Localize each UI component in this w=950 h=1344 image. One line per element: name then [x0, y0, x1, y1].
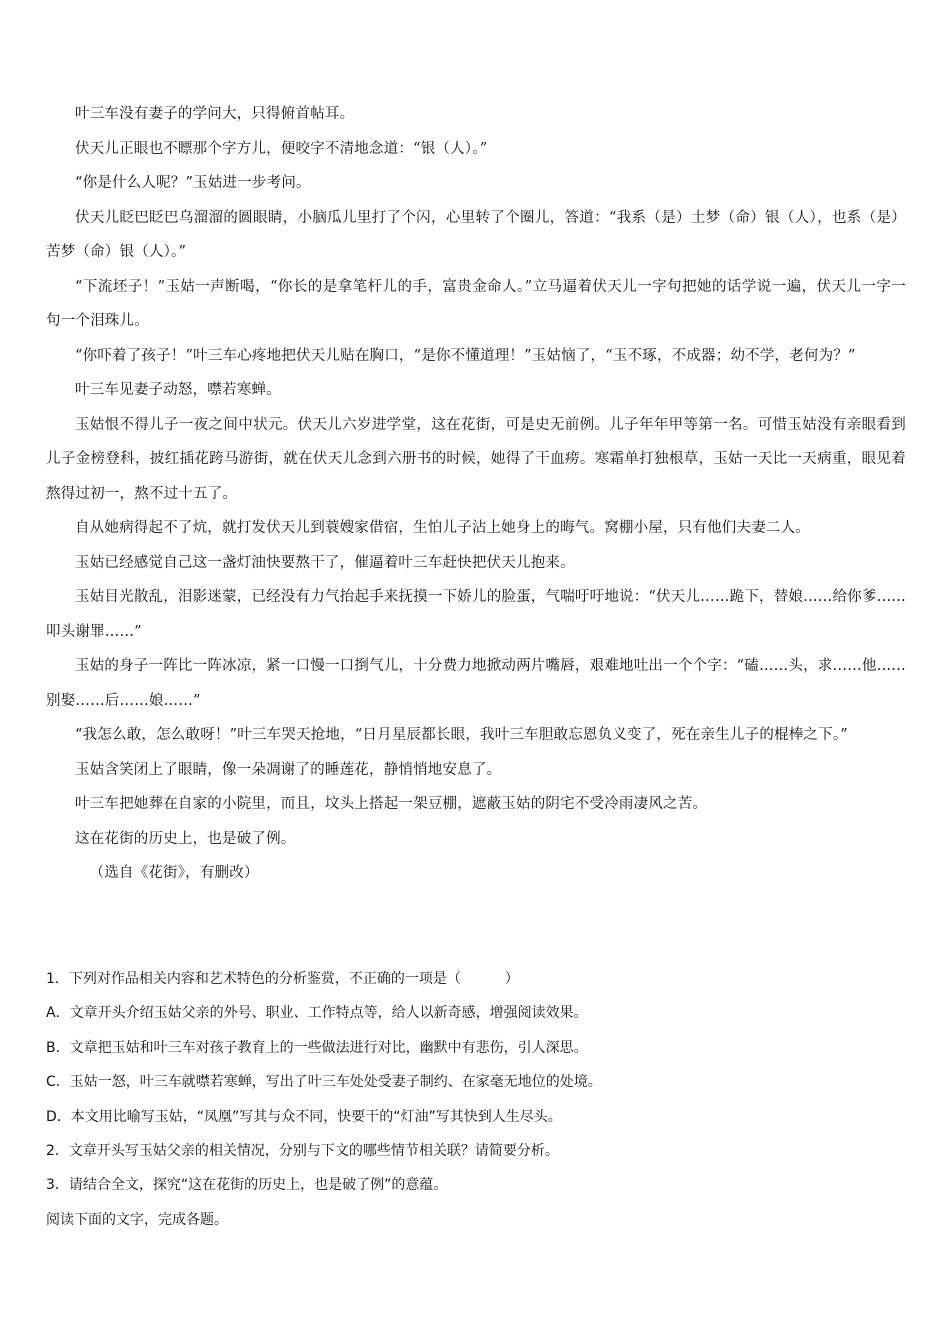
- story-paragraph: “你吓着了孩子！”叶三车心疼地把伏天儿贴在胸口，“是你不懂道理！”玉姑恼了，“玉不琢，不成器；幼不学，老何为？”: [75, 347, 856, 364]
- story-paragraph: “我怎么敢，怎么敢呀！”叶三车哭天抢地，“日月星辰都长眼，我叶三车胆敢忘恩负义变了，死在亲生儿子的棍棒之下。”: [75, 727, 848, 743]
- story-paragraph: 玉姑目光散乱，泪影迷蒙，已经没有力气抬起手来抚摸一下娇儿的脸蛋，气喘吁吁地说：“伏天儿……跪下，替娘……给你爹……叩头谢罪……”: [46, 589, 906, 640]
- story-paragraph: 玉姑恨不得儿子一夜之间中状元。伏天儿六岁进学堂，这在花街，可是史无前例。儿子年年甲等第一名。可惜玉姑没有亲眼看到儿子金榜登科，披红插花跨马游街，就在伏天儿念到六册书的时候，她得了干血痨。寒霜单打独根草，玉姑一天比一天病重，眼见着熬得过初一，熬不过十五了。: [46, 416, 906, 502]
- story-paragraph: 玉姑的身子一阵比一阵冰凉，紧一口慢一口捯气儿，十分费力地掀动两片嘴唇，艰难地吐出一个个字：“磕……头，求……他……别娶……后……娘……”: [46, 658, 906, 709]
- option-a: A．文章开头介绍玉姑父亲的外号、职业、工作特点等，给人以新奇感，增强阅读效果。: [46, 1005, 588, 1022]
- next-section-instruction: 阅读下面的文字，完成各题。: [46, 1211, 228, 1228]
- story-paragraph: 伏天儿正眼也不瞟那个字方儿，便咬字不清地念道：“银（人）。”: [75, 140, 488, 157]
- story-paragraph: 叶三车把她葬在自家的小院里，而且，坟头上搭起一架豆棚，遮蔽玉姑的阴宅不受冷雨凄风之苦。: [75, 796, 708, 812]
- story-paragraph: “你是什么人呢？”玉姑进一步考问。: [75, 175, 311, 191]
- question-3: 3．请结合全文，探究“这在花街的历史上，也是破了例”的意蕴。: [46, 1177, 448, 1194]
- option-c: C．玉姑一怒，叶三车就噤若寒蝉，写出了叶三车处处受妻子制约、在家毫无地位的处境。: [46, 1074, 602, 1091]
- story-text: [46, 97, 906, 891]
- question-1: [46, 962, 906, 996]
- story-paragraph: “下流坯子！”玉姑一声断喝，“你长的是拿笔杆儿的手，富贵金命人。”立马逼着伏天儿一字句把她的话学说一遍，伏天儿一字一句一个泪珠儿。: [46, 278, 906, 329]
- story-paragraph: 叶三车见妻子动怒，噤若寒蝉。: [75, 382, 281, 398]
- story-paragraph: 玉姑含笑闭上了眼睛，像一朵凋谢了的睡莲花，静悄悄地安息了。: [75, 761, 502, 778]
- story-paragraph: 叶三车没有妻子的学问大，只得俯首帖耳。: [75, 106, 355, 122]
- option-d: D．本文用比喻写玉姑，“凤凰”写其与众不同，快要干的“灯油”写其快到人生尽头。: [46, 1108, 562, 1125]
- story-paragraph: 伏天儿眨巴眨巴乌溜溜的圆眼睛，小脑瓜儿里打了个闪，心里转了个圈儿，答道：“我系（是）土梦（命）银（人），也系（是）苦梦（命）银（人）。”: [46, 209, 906, 260]
- source-citation: （选自《花街》，有删改）: [89, 865, 259, 881]
- story-paragraph: 自从她病得起不了炕，就打发伏天儿到蓑嫂家借宿，生怕儿子沾上她身上的晦气。窝棚小屋，只有他们夫妻二人。: [75, 520, 810, 536]
- question-section: [46, 962, 906, 1237]
- story-paragraph: 玉姑已经感觉自己这一盏灯油快要熬干了，催逼着叶三车赶快把伏天儿抱来。: [75, 554, 575, 571]
- question-1-stem: 1．下列对作品相关内容和艺术特色的分析鉴赏，不正确的一项是（: [46, 971, 461, 987]
- option-b: B．文章把玉姑和叶三车对孩子教育上的一些做法进行对比，幽默中有悲伤，引人深思。: [46, 1039, 588, 1056]
- question-1-stem-end: ）: [504, 971, 519, 987]
- story-paragraph: 这在花街的历史上，也是破了例。: [75, 830, 296, 847]
- question-2: 2．文章开头写玉姑父亲的相关情况，分别与下文的哪些情节相关联？请简要分析。: [46, 1143, 559, 1160]
